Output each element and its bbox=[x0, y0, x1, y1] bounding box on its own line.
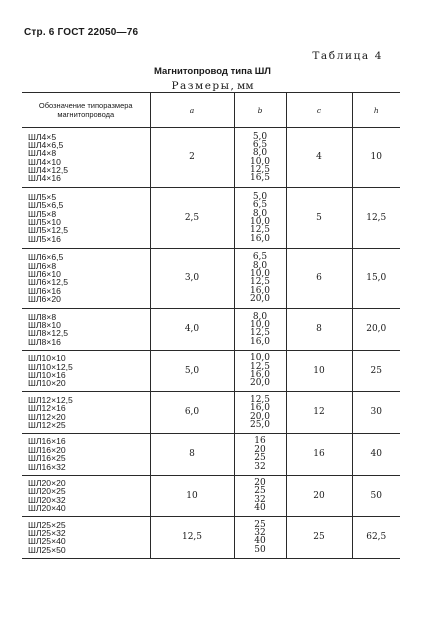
designation-item: ШЛ5×6,5 bbox=[28, 200, 64, 211]
table-label: Таблица 4 bbox=[312, 50, 383, 62]
value-b-item: 50 bbox=[254, 544, 266, 555]
value-b-item: 8,0 bbox=[252, 148, 268, 159]
value-c: 8 bbox=[286, 309, 352, 351]
value-b-item: 10,0 bbox=[249, 320, 271, 331]
value-h: 50 bbox=[352, 475, 400, 517]
designation-cell bbox=[22, 475, 150, 517]
value-b-item: 32 bbox=[254, 528, 266, 539]
value-h: 25 bbox=[352, 350, 400, 392]
table-row bbox=[22, 517, 400, 559]
designation-item: ШЛ20×40 bbox=[28, 503, 66, 514]
designation-item: ШЛ6×6,5 bbox=[28, 252, 64, 263]
designation-item: ШЛ4×6,5 bbox=[28, 139, 64, 150]
dimensions-unit: , мм bbox=[230, 80, 254, 92]
values-b bbox=[234, 248, 286, 308]
dimensions-table bbox=[22, 92, 400, 559]
value-b-item: 20,0 bbox=[249, 378, 271, 389]
designation-item: ШЛ5×12,5 bbox=[28, 225, 69, 236]
table-row bbox=[22, 392, 400, 434]
header-b: b bbox=[234, 93, 286, 128]
value-h: 12,5 bbox=[352, 188, 400, 248]
designation-item: ШЛ6×12,5 bbox=[28, 277, 69, 288]
value-c: 4 bbox=[286, 128, 352, 188]
designation-item: ШЛ10×10 bbox=[28, 353, 66, 364]
value-b-item: 12,5 bbox=[249, 361, 271, 372]
value-c: 5 bbox=[286, 188, 352, 248]
designation-cell bbox=[22, 128, 150, 188]
value-a: 8 bbox=[150, 433, 234, 475]
value-c: 16 bbox=[286, 433, 352, 475]
value-h: 62,5 bbox=[352, 517, 400, 559]
value-b-item: 12,5 bbox=[249, 328, 271, 339]
value-b-item: 10,0 bbox=[249, 269, 271, 280]
table-title: Магнитопровод типа ШЛ bbox=[154, 66, 271, 77]
designation-item: ШЛ6×8 bbox=[28, 260, 57, 271]
value-a: 2,5 bbox=[150, 188, 234, 248]
value-b-item: 20 bbox=[254, 444, 266, 455]
header-designation: Обозначение типоразмера магнитопровода bbox=[22, 93, 150, 128]
header-h: h bbox=[352, 93, 400, 128]
designation-item: ШЛ12×12,5 bbox=[28, 394, 73, 405]
value-b-item: 32 bbox=[254, 461, 266, 472]
designation-item: ШЛ20×20 bbox=[28, 478, 66, 489]
value-b-item: 25 bbox=[254, 486, 266, 497]
value-b-item: 5,0 bbox=[252, 191, 268, 202]
designation-item: ШЛ20×32 bbox=[28, 494, 66, 505]
dimensions-caption bbox=[0, 80, 425, 92]
values-b bbox=[234, 392, 286, 434]
value-h: 10 bbox=[352, 128, 400, 188]
dimensions-word: Размеры bbox=[171, 80, 231, 92]
values-b bbox=[234, 188, 286, 248]
value-b-item: 16,5 bbox=[249, 173, 271, 184]
header-c: c bbox=[286, 93, 352, 128]
value-b-item: 10,0 bbox=[249, 353, 271, 364]
value-c: 20 bbox=[286, 475, 352, 517]
value-b-item: 6,5 bbox=[252, 139, 268, 150]
values-b bbox=[234, 128, 286, 188]
value-b-item: 25 bbox=[254, 453, 266, 464]
value-b-item: 16,0 bbox=[249, 233, 271, 244]
designation-item: ШЛ8×8 bbox=[28, 311, 57, 322]
value-b-item: 8,0 bbox=[252, 260, 268, 271]
designation-item: ШЛ16×32 bbox=[28, 461, 66, 472]
designation-item: ШЛ6×10 bbox=[28, 269, 61, 280]
values-b bbox=[234, 475, 286, 517]
value-a: 6,0 bbox=[150, 392, 234, 434]
designation-item: ШЛ16×20 bbox=[28, 444, 66, 455]
table-row bbox=[22, 248, 400, 308]
value-h: 40 bbox=[352, 433, 400, 475]
designation-item: ШЛ6×16 bbox=[28, 285, 61, 296]
values-b bbox=[234, 517, 286, 559]
value-a: 12,5 bbox=[150, 517, 234, 559]
value-a: 4,0 bbox=[150, 309, 234, 351]
designation-item: ШЛ5×10 bbox=[28, 217, 61, 228]
value-b-item: 12,5 bbox=[249, 225, 271, 236]
value-a: 10 bbox=[150, 475, 234, 517]
value-a: 5,0 bbox=[150, 350, 234, 392]
value-a: 2 bbox=[150, 128, 234, 188]
designation-item: ШЛ25×50 bbox=[28, 544, 66, 555]
designation-cell bbox=[22, 517, 150, 559]
designation-item: ШЛ8×10 bbox=[28, 320, 61, 331]
value-c: 6 bbox=[286, 248, 352, 308]
value-b-item: 16,0 bbox=[249, 403, 271, 414]
designation-cell bbox=[22, 248, 150, 308]
value-b-item: 20,0 bbox=[249, 294, 271, 305]
designation-cell bbox=[22, 309, 150, 351]
designation-item: ШЛ10×20 bbox=[28, 378, 66, 389]
value-b-item: 12,5 bbox=[249, 394, 271, 405]
value-c: 12 bbox=[286, 392, 352, 434]
designation-item: ШЛ25×40 bbox=[28, 536, 66, 547]
value-c: 25 bbox=[286, 517, 352, 559]
table-row bbox=[22, 309, 400, 351]
table-header-row bbox=[22, 93, 400, 128]
designation-item: ШЛ10×12,5 bbox=[28, 361, 73, 372]
designation-item: ШЛ8×12,5 bbox=[28, 328, 69, 339]
designation-item: ШЛ5×16 bbox=[28, 233, 61, 244]
value-b-item: 20,0 bbox=[249, 411, 271, 422]
designation-item: ШЛ4×8 bbox=[28, 148, 57, 159]
value-b-item: 16,0 bbox=[249, 336, 271, 347]
value-b-item: 10,0 bbox=[249, 156, 271, 167]
designation-item: ШЛ16×25 bbox=[28, 453, 66, 464]
values-b bbox=[234, 350, 286, 392]
designation-item: ШЛ12×16 bbox=[28, 403, 66, 414]
value-b-item: 5,0 bbox=[252, 131, 268, 142]
value-b-item: 25,0 bbox=[249, 420, 271, 431]
value-b-item: 6,5 bbox=[252, 200, 268, 211]
table-row bbox=[22, 433, 400, 475]
value-b-item: 12,5 bbox=[249, 277, 271, 288]
value-b-item: 12,5 bbox=[249, 165, 271, 176]
designation-cell bbox=[22, 392, 150, 434]
value-b-item: 8,0 bbox=[252, 208, 268, 219]
designation-item: ШЛ4×16 bbox=[28, 173, 61, 184]
value-h: 15,0 bbox=[352, 248, 400, 308]
designation-item: ШЛ5×8 bbox=[28, 208, 57, 219]
value-b-item: 16,0 bbox=[249, 285, 271, 296]
value-b-item: 20 bbox=[254, 478, 266, 489]
table-row bbox=[22, 128, 400, 188]
value-b-item: 8,0 bbox=[252, 311, 268, 322]
designation-cell bbox=[22, 350, 150, 392]
designation-item: ШЛ6×20 bbox=[28, 294, 61, 305]
value-b-item: 10,0 bbox=[249, 217, 271, 228]
designation-item: ШЛ4×12,5 bbox=[28, 165, 69, 176]
value-b-item: 25 bbox=[254, 519, 266, 530]
value-c: 10 bbox=[286, 350, 352, 392]
header-a: a bbox=[150, 93, 234, 128]
value-b-item: 6,5 bbox=[252, 252, 268, 263]
values-b bbox=[234, 309, 286, 351]
designation-item: ШЛ8×16 bbox=[28, 336, 61, 347]
designation-item: ШЛ10×16 bbox=[28, 370, 66, 381]
value-h: 20,0 bbox=[352, 309, 400, 351]
value-h: 30 bbox=[352, 392, 400, 434]
value-b-item: 16,0 bbox=[249, 370, 271, 381]
designation-item: ШЛ4×10 bbox=[28, 156, 61, 167]
designation-cell bbox=[22, 188, 150, 248]
table-row bbox=[22, 188, 400, 248]
page-header: Стр. 6 ГОСТ 22050—76 bbox=[24, 27, 139, 38]
value-b-item: 16 bbox=[254, 436, 266, 447]
designation-item: ШЛ25×32 bbox=[28, 528, 66, 539]
designation-item: ШЛ12×25 bbox=[28, 420, 66, 431]
designation-item: ШЛ12×20 bbox=[28, 411, 66, 422]
table-body bbox=[22, 128, 400, 559]
designation-item: ШЛ4×5 bbox=[28, 131, 57, 142]
table-row bbox=[22, 350, 400, 392]
designation-cell bbox=[22, 433, 150, 475]
value-a: 3,0 bbox=[150, 248, 234, 308]
designation-item: ШЛ16×16 bbox=[28, 436, 66, 447]
value-b-item: 40 bbox=[254, 503, 266, 514]
value-b-item: 32 bbox=[254, 494, 266, 505]
value-b-item: 40 bbox=[254, 536, 266, 547]
values-b bbox=[234, 433, 286, 475]
designation-item: ШЛ25×25 bbox=[28, 519, 66, 530]
table-row bbox=[22, 475, 400, 517]
designation-item: ШЛ5×5 bbox=[28, 191, 57, 202]
designation-item: ШЛ20×25 bbox=[28, 486, 66, 497]
